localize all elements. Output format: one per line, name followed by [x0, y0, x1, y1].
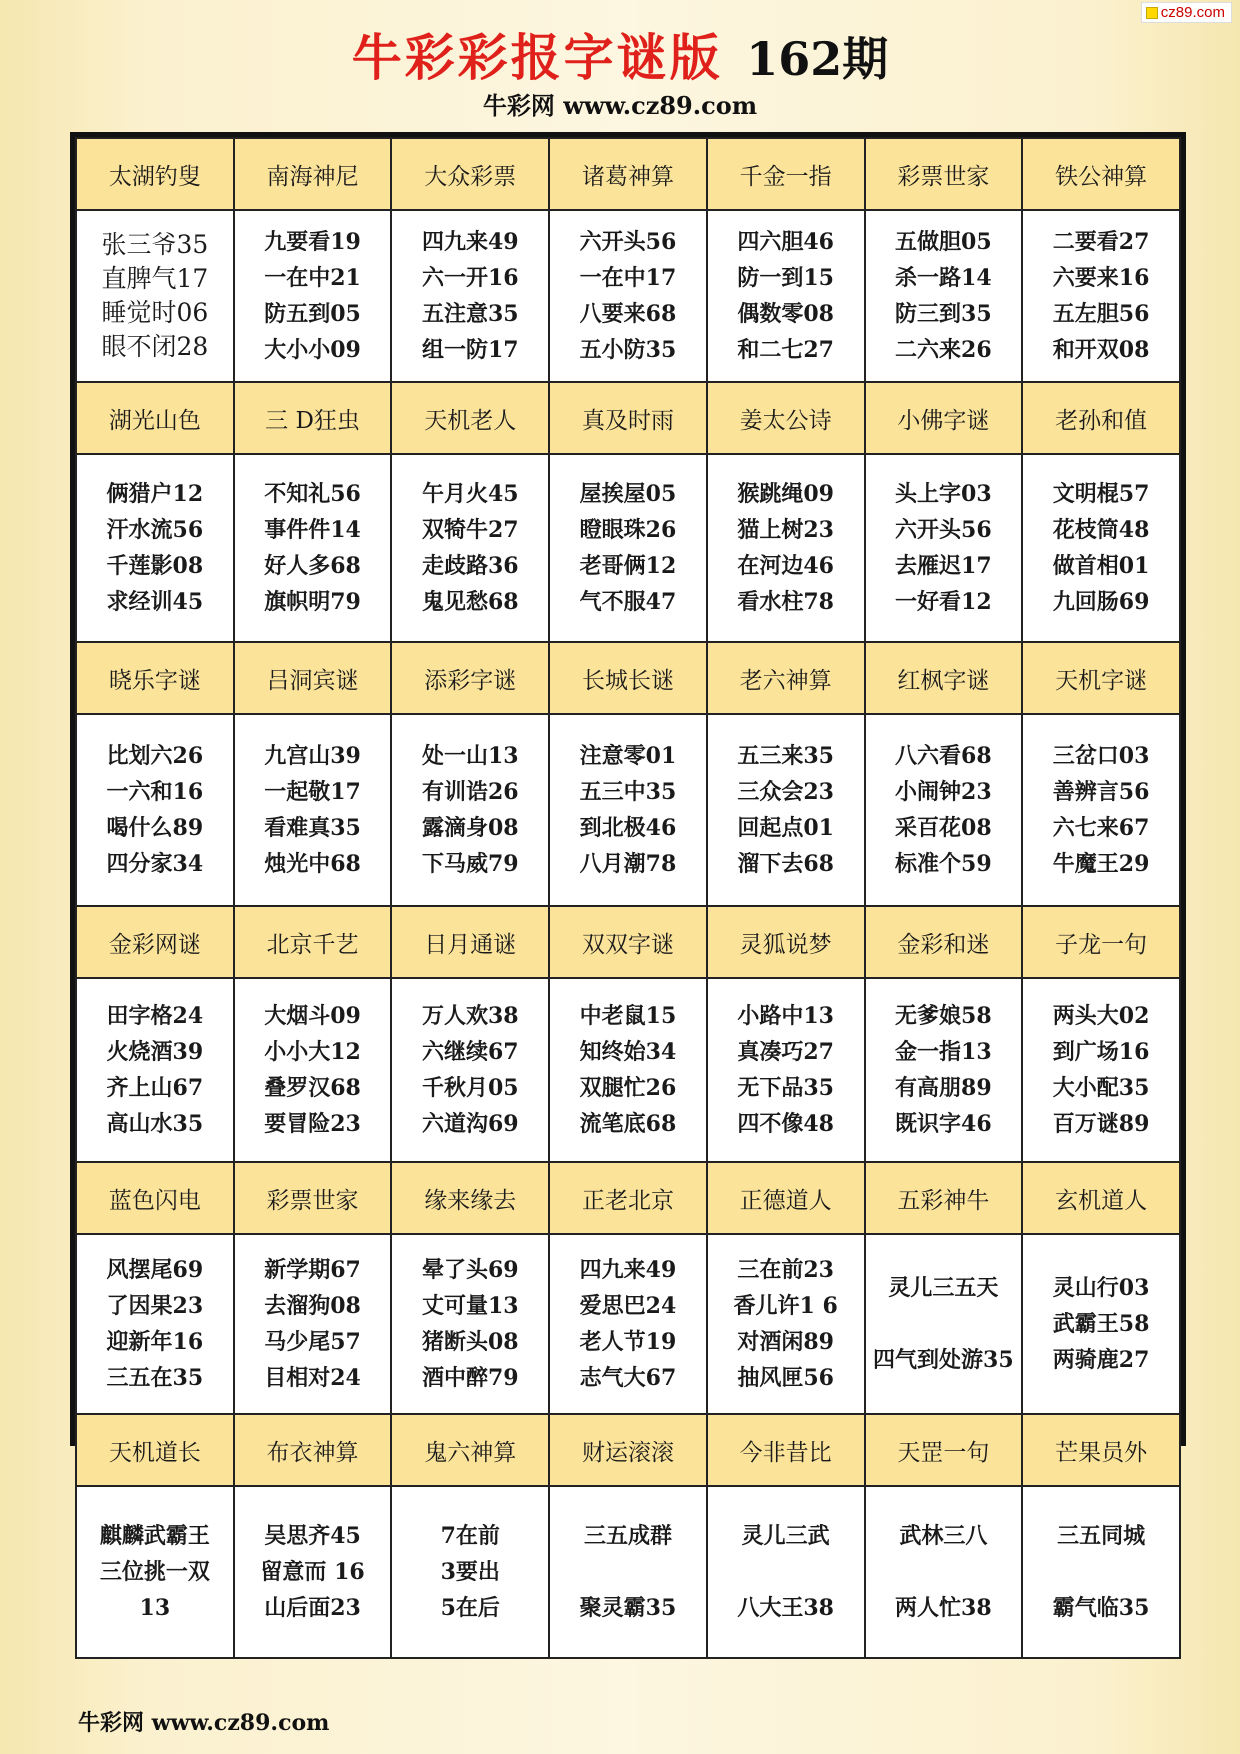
content-row [76, 978, 1180, 1162]
riddle-line: 求经训45 [106, 589, 204, 615]
header-row [76, 906, 1180, 978]
riddle-line: 老人节19 [579, 1329, 677, 1355]
riddle-cell [76, 714, 234, 906]
riddle-line: 比划六26 [106, 743, 204, 769]
riddle-line: 武霸王58 [1052, 1311, 1150, 1337]
riddle-cell [865, 978, 1023, 1162]
riddle-line: 二六来26 [895, 337, 992, 363]
riddle-line: 五左胆56 [1052, 301, 1150, 327]
riddle-cell [234, 978, 392, 1162]
column-header: 金彩和迷 [865, 906, 1023, 978]
column-header: 诸葛神算 [549, 138, 707, 210]
riddle-line: 一起敬17 [264, 779, 361, 805]
riddle-cell [234, 1486, 392, 1658]
riddle-line: 四六胆46 [737, 229, 834, 255]
riddle-line: 金一指13 [895, 1039, 992, 1065]
column-header: 千金一指 [707, 138, 865, 210]
riddle-line: 看难真35 [264, 815, 361, 841]
riddle-line: 四九来49 [579, 1257, 677, 1283]
riddle-line: 吴思齐45 [264, 1523, 361, 1549]
badge-text: cz89.com [1160, 4, 1225, 21]
riddle-line: 六继续67 [421, 1039, 519, 1065]
riddle-line: 志气大67 [579, 1365, 677, 1391]
riddle-line: 三岔口03 [1052, 743, 1150, 769]
riddle-line: 九宫山39 [264, 743, 361, 769]
riddle-cell [391, 1486, 549, 1658]
riddle-line: 下马威79 [421, 851, 519, 877]
riddle-line: 注意零01 [579, 743, 677, 769]
riddle-line: 7在前 [440, 1523, 500, 1549]
riddle-cell [707, 210, 865, 382]
riddle-cell [707, 978, 865, 1162]
riddle-line: 三五同城 [1057, 1523, 1146, 1549]
riddle-line: 流笔底68 [579, 1111, 677, 1137]
riddle-line: 走歧路36 [421, 553, 519, 579]
cell-spacer [870, 1554, 1018, 1590]
cell-spacer [870, 1306, 1018, 1342]
header-row [76, 1414, 1180, 1486]
riddle-line: 八要来68 [579, 301, 677, 327]
riddle-line: 和二七27 [737, 337, 834, 363]
riddle-cell [549, 454, 707, 642]
riddle-line: 3要出 [440, 1559, 500, 1585]
riddle-line: 汗水流56 [106, 517, 204, 543]
riddle-line: 老哥俩12 [579, 553, 677, 579]
riddle-line: 知终始34 [579, 1039, 677, 1065]
riddle-line: 千莲影08 [106, 553, 204, 579]
riddle-cell [1022, 210, 1180, 382]
riddle-line: 防一到15 [737, 265, 834, 291]
riddle-line: 杀一路14 [895, 265, 992, 291]
riddle-line: 三五成群 [583, 1523, 672, 1549]
riddle-line: 山后面23 [264, 1595, 361, 1621]
riddle-line: 去雁迟17 [895, 553, 992, 579]
column-header: 灵狐说梦 [707, 906, 865, 978]
riddle-line: 五注意35 [421, 301, 519, 327]
riddle-line: 叠罗汉68 [264, 1075, 361, 1101]
riddle-line: 二要看27 [1052, 229, 1150, 255]
riddle-line: 九回肠69 [1052, 589, 1150, 615]
riddle-line: 抽风匣56 [737, 1365, 834, 1391]
riddle-cell [76, 454, 234, 642]
riddle-line: 防五到05 [264, 301, 361, 327]
header-row [76, 138, 1180, 210]
riddle-line: 三位挑一双 [99, 1559, 210, 1585]
column-header: 日月通谜 [391, 906, 549, 978]
riddle-cell [707, 1486, 865, 1658]
riddle-line: 采百花08 [895, 815, 992, 841]
riddle-line: 鬼见愁68 [421, 589, 519, 615]
subtitle: 牛彩网 www.cz89.com [482, 91, 758, 120]
riddle-cell [76, 1234, 234, 1414]
riddle-line: 标准个59 [895, 851, 992, 877]
riddle-line: 小小大12 [264, 1039, 361, 1065]
riddle-cell [865, 454, 1023, 642]
riddle-line: 五三来35 [737, 743, 834, 769]
riddle-line: 处一山13 [421, 743, 519, 769]
column-header: 天机道长 [76, 1414, 234, 1486]
title-issue: 162期 [746, 32, 889, 86]
content-row [76, 1486, 1180, 1658]
riddle-line: 午月火45 [421, 481, 519, 507]
riddle-line: 四九来49 [421, 229, 519, 255]
riddle-line: 无下品35 [737, 1075, 834, 1101]
riddle-grid [70, 132, 1186, 1621]
riddle-line: 新学期67 [264, 1257, 361, 1283]
riddle-cell [549, 1234, 707, 1414]
riddle-line: 看水柱78 [737, 589, 834, 615]
riddle-line: 高山水35 [106, 1111, 204, 1137]
riddle-line: 头上字03 [895, 481, 992, 507]
riddle-line: 俩猎户12 [106, 481, 204, 507]
column-header: 蓝色闪电 [76, 1162, 234, 1234]
riddle-line: 大烟斗09 [264, 1003, 361, 1029]
riddle-line: 四不像48 [737, 1111, 834, 1137]
riddle-cell [1022, 454, 1180, 642]
content-row [76, 454, 1180, 642]
riddle-cell [707, 1234, 865, 1414]
riddle-cell [865, 1486, 1023, 1658]
riddle-line: 大小配35 [1052, 1075, 1150, 1101]
riddle-line: 到广场16 [1052, 1039, 1150, 1065]
riddle-cell [865, 1234, 1023, 1414]
riddle-line: 田字格24 [106, 1003, 204, 1029]
riddle-cell [234, 1234, 392, 1414]
riddle-line: 迎新年16 [106, 1329, 204, 1355]
column-header: 缘来缘去 [391, 1162, 549, 1234]
riddle-line: 小路中13 [737, 1003, 834, 1029]
cell-spacer [554, 1554, 702, 1590]
riddle-line: 在河边46 [737, 553, 834, 579]
riddle-line: 六七来67 [1052, 815, 1150, 841]
column-header: 三 D狂虫 [234, 382, 392, 454]
riddle-line: 既识字46 [895, 1111, 992, 1137]
riddle-line: 5在后 [440, 1595, 500, 1621]
riddle-line: 一六和16 [106, 779, 204, 805]
riddle-line: 睡觉时06 [101, 298, 209, 327]
column-header: 芒果员外 [1022, 1414, 1180, 1486]
riddle-line: 一好看12 [895, 589, 992, 615]
riddle-line: 一在中17 [579, 265, 677, 291]
riddle-cell [76, 978, 234, 1162]
riddle-line: 马少尾57 [264, 1329, 361, 1355]
riddle-line: 九要看19 [264, 229, 361, 255]
riddle-line: 霸气临35 [1052, 1595, 1150, 1621]
riddle-line: 善辨言56 [1052, 779, 1150, 805]
footer-text: 牛彩网 www.cz89.com [78, 1710, 330, 1736]
riddle-line: 喝什么89 [106, 815, 204, 841]
column-header: 添彩字谜 [391, 642, 549, 714]
riddle-line: 对酒闲89 [737, 1329, 834, 1355]
riddle-line: 晕了头69 [421, 1257, 519, 1283]
riddle-line: 双犄牛27 [421, 517, 519, 543]
riddle-cell [1022, 1486, 1180, 1658]
riddle-cell [549, 978, 707, 1162]
column-header: 金彩网谜 [76, 906, 234, 978]
riddle-line: 猫上树23 [737, 517, 834, 543]
riddle-line: 中老鼠15 [579, 1003, 677, 1029]
riddle-cell [76, 210, 234, 382]
riddle-line: 屋挨屋05 [579, 481, 677, 507]
column-header: 财运滚滚 [549, 1414, 707, 1486]
riddle-line: 偶数零08 [737, 301, 834, 327]
riddle-line: 八六看68 [895, 743, 992, 769]
riddle-cell [391, 714, 549, 906]
riddle-line: 聚灵霸35 [579, 1595, 677, 1621]
riddle-line: 眼不闭28 [101, 332, 209, 361]
riddle-line: 六要来16 [1052, 265, 1150, 291]
riddle-line: 真凑巧27 [737, 1039, 834, 1065]
riddle-line: 三五在35 [106, 1365, 204, 1391]
riddle-line: 四气到处游35 [873, 1347, 1014, 1373]
riddle-line: 六开头56 [579, 229, 677, 255]
riddle-line: 火烧酒39 [106, 1039, 204, 1065]
column-header: 小佛字谜 [865, 382, 1023, 454]
riddle-cell [1022, 978, 1180, 1162]
column-header: 布衣神算 [234, 1414, 392, 1486]
riddle-line: 六一开16 [421, 265, 519, 291]
cell-spacer [1027, 1554, 1175, 1590]
riddle-line: 五三中35 [579, 779, 677, 805]
riddle-line: 武林三八 [899, 1523, 988, 1549]
column-header: 大众彩票 [391, 138, 549, 210]
column-header: 太湖钓叟 [76, 138, 234, 210]
riddle-cell [234, 714, 392, 906]
riddle-cell [234, 210, 392, 382]
header-row [76, 1162, 1180, 1234]
riddle-cell [391, 1234, 549, 1414]
riddle-line: 百万谜89 [1052, 1111, 1150, 1137]
riddle-line: 张三爷35 [101, 230, 209, 259]
riddle-line: 牛魔王29 [1052, 851, 1150, 877]
riddle-line: 五小防35 [579, 337, 677, 363]
riddle-line: 文明棍57 [1052, 481, 1150, 507]
riddle-line: 要冒险23 [264, 1111, 361, 1137]
riddle-cell [549, 714, 707, 906]
riddle-line: 麒麟武霸王 [99, 1523, 210, 1549]
column-header: 今非昔比 [707, 1414, 865, 1486]
content-row [76, 210, 1180, 382]
riddle-line: 六道沟69 [421, 1111, 519, 1137]
riddle-line: 灵儿三五天 [888, 1275, 999, 1301]
riddle-line: 风摆尾69 [106, 1257, 204, 1283]
column-header: 天机老人 [391, 382, 549, 454]
column-header: 正老北京 [549, 1162, 707, 1234]
column-header: 南海神尼 [234, 138, 392, 210]
riddle-line: 猴跳绳09 [737, 481, 834, 507]
column-header: 老六神算 [707, 642, 865, 714]
column-header: 双双字谜 [549, 906, 707, 978]
column-header: 吕洞宾谜 [234, 642, 392, 714]
riddle-line: 猪断头08 [421, 1329, 519, 1355]
riddle-line: 爱思巴24 [579, 1293, 677, 1319]
content-row [76, 714, 1180, 906]
riddle-line: 小闹钟23 [895, 779, 992, 805]
riddle-line: 有高朋89 [895, 1075, 992, 1101]
riddle-line: 防三到35 [895, 301, 992, 327]
riddle-line: 烛光中68 [264, 851, 361, 877]
title-main: 牛彩彩报字谜版 [351, 28, 723, 87]
riddle-line: 齐上山67 [106, 1075, 204, 1101]
riddle-line: 直脾气17 [101, 264, 209, 293]
riddle-line: 灵儿三武 [741, 1523, 830, 1549]
riddle-line: 回起点01 [737, 815, 834, 841]
column-header: 正德道人 [707, 1162, 865, 1234]
riddle-line: 无爹娘58 [895, 1003, 992, 1029]
riddle-cell [391, 454, 549, 642]
header-row [76, 642, 1180, 714]
riddle-cell [865, 210, 1023, 382]
header-row [76, 382, 1180, 454]
riddle-line: 气不服47 [579, 589, 677, 615]
riddle-line: 露滴身08 [421, 815, 519, 841]
riddle-line: 有训诰26 [421, 779, 519, 805]
riddle-line: 做首相01 [1052, 553, 1150, 579]
riddle-cell [865, 714, 1023, 906]
column-header: 红枫字谜 [865, 642, 1023, 714]
riddle-line: 13 [139, 1595, 171, 1621]
riddle-line: 溜下去68 [737, 851, 834, 877]
content-row [76, 1234, 1180, 1414]
riddle-cell [1022, 1234, 1180, 1414]
riddle-line: 千秋月05 [421, 1075, 519, 1101]
riddle-cell [707, 714, 865, 906]
riddle-cell [391, 210, 549, 382]
riddle-line: 瞪眼珠26 [579, 517, 677, 543]
riddle-line: 到北极46 [579, 815, 677, 841]
riddle-line: 丈可量13 [421, 1293, 519, 1319]
riddle-line: 双腿忙26 [579, 1075, 677, 1101]
riddle-line: 两人忙38 [895, 1595, 992, 1621]
column-header: 五彩神牛 [865, 1162, 1023, 1234]
riddle-line: 香儿许1 6 [733, 1293, 838, 1319]
riddle-line: 了因果23 [106, 1293, 204, 1319]
column-header: 天罡一句 [865, 1414, 1023, 1486]
column-header: 彩票世家 [865, 138, 1023, 210]
riddle-line: 灵山行03 [1052, 1275, 1150, 1301]
riddle-line: 酒中醉79 [421, 1365, 519, 1391]
riddle-line: 目相对24 [264, 1365, 361, 1391]
column-header: 玄机道人 [1022, 1162, 1180, 1234]
riddle-cell [391, 978, 549, 1162]
riddle-line: 好人多68 [264, 553, 361, 579]
riddle-line: 留意而 16 [260, 1559, 365, 1585]
column-header: 姜太公诗 [707, 382, 865, 454]
riddle-cell [1022, 714, 1180, 906]
riddle-line: 不知礼56 [264, 481, 361, 507]
riddle-line: 八大王38 [737, 1595, 834, 1621]
riddle-line: 八月潮78 [579, 851, 677, 877]
column-header: 真及时雨 [549, 382, 707, 454]
riddle-line: 旗帜明79 [264, 589, 361, 615]
riddle-cell [76, 1486, 234, 1658]
riddle-line: 五做胆05 [895, 229, 992, 255]
riddle-line: 事件件14 [264, 517, 361, 543]
column-header: 鬼六神算 [391, 1414, 549, 1486]
column-header: 北京千艺 [234, 906, 392, 978]
riddle-table [75, 137, 1181, 1659]
column-header: 子龙一句 [1022, 906, 1180, 978]
riddle-cell [707, 454, 865, 642]
column-header: 湖光山色 [76, 382, 234, 454]
column-header: 长城长谜 [549, 642, 707, 714]
column-header: 晓乐字谜 [76, 642, 234, 714]
riddle-line: 花枝筒48 [1052, 517, 1150, 543]
riddle-cell [549, 210, 707, 382]
column-header: 老孙和值 [1022, 382, 1180, 454]
column-header: 铁公神算 [1022, 138, 1180, 210]
riddle-cell [549, 1486, 707, 1658]
page-title [0, 18, 1240, 90]
column-header: 彩票世家 [234, 1162, 392, 1234]
column-header: 天机字谜 [1022, 642, 1180, 714]
riddle-line: 组一防17 [421, 337, 519, 363]
riddle-cell [234, 454, 392, 642]
riddle-line: 四分家34 [106, 851, 204, 877]
riddle-line: 大小小09 [264, 337, 361, 363]
riddle-line: 万人欢38 [421, 1003, 519, 1029]
riddle-line: 和开双08 [1052, 337, 1150, 363]
riddle-line: 六开头56 [895, 517, 992, 543]
riddle-line: 两骑鹿27 [1052, 1347, 1150, 1373]
riddle-line: 三在前23 [737, 1257, 834, 1283]
cell-spacer [712, 1554, 860, 1590]
riddle-line: 三众会23 [737, 779, 834, 805]
badge-square-icon [1146, 7, 1158, 19]
riddle-line: 一在中21 [264, 265, 361, 291]
riddle-line: 两头大02 [1052, 1003, 1150, 1029]
riddle-line: 去溜狗08 [264, 1293, 361, 1319]
